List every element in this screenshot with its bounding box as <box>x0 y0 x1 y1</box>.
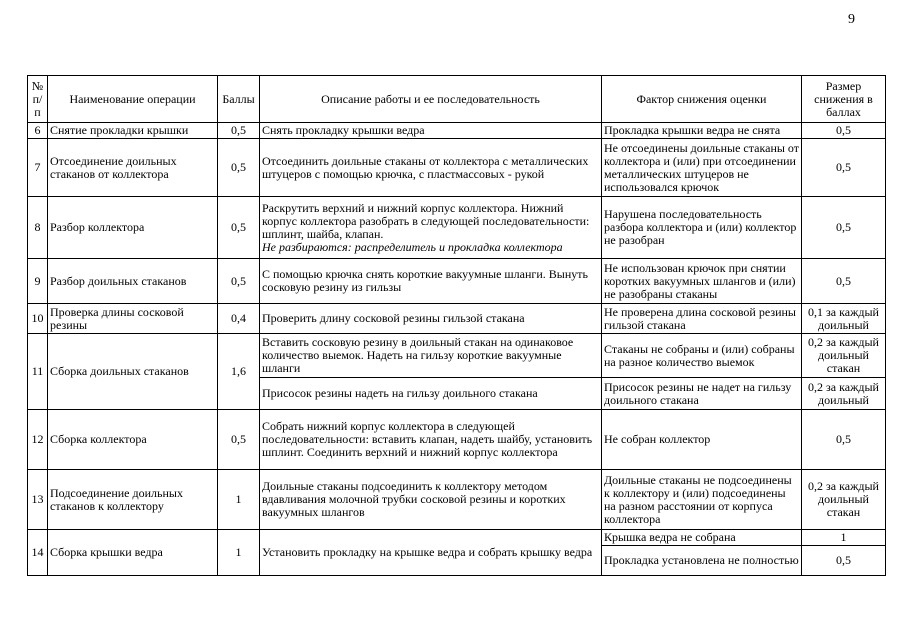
row-num: 7 <box>28 139 48 197</box>
table-row <box>28 139 886 197</box>
row-reduction: 0,5 <box>802 139 886 197</box>
row-reduction: 0,2 за каждый доильный стакан <box>802 470 886 530</box>
table-row <box>28 197 886 259</box>
row-reduction: 0,5 <box>802 259 886 304</box>
table-row <box>28 530 886 546</box>
row-factor: Доильные стаканы не подсоединены к коллектору и (или) подсоединены на разном расстоянии от корпуса коллектора <box>602 470 802 530</box>
description-text: Раскрутить верхний и нижний корпус коллектора. Нижний корпус коллектора разобрать в следующей последовательности: шплинт, шайба, клапан. <box>262 200 590 241</box>
row-description: Доильные стаканы подсоединить к коллектору методом вдавливания молочной трубки сосковой резины и коротких вакуумных шлангов <box>260 470 602 530</box>
row-points: 1 <box>218 470 260 530</box>
header-reduction: Размер снижения в баллах <box>802 76 886 123</box>
row-factor: Крышка ведра не собрана <box>602 530 802 546</box>
row-points: 0,5 <box>218 259 260 304</box>
header-factor: Фактор снижения оценки <box>602 76 802 123</box>
row-operation: Разбор коллектора <box>48 197 218 259</box>
row-factor: Стаканы не собраны и (или) собраны на разное количество выемок <box>602 334 802 378</box>
row-points: 0,4 <box>218 304 260 334</box>
row-factor: Не отсоединены доильные стаканы от коллектора и (или) при отсоединении металлических штуцеров не использовался крючок <box>602 139 802 197</box>
table-row <box>28 334 886 378</box>
row-points: 1 <box>218 530 260 576</box>
row-description: Собрать нижний корпус коллектора в следующей последовательности: вставить клапан, надеть шайбу, установить шплинт. Соединить верхний и нижний корпус коллектора <box>260 410 602 470</box>
row-num: 10 <box>28 304 48 334</box>
row-operation: Разбор доильных стаканов <box>48 259 218 304</box>
table-row <box>28 304 886 334</box>
row-num: 11 <box>28 334 48 410</box>
row-num: 6 <box>28 123 48 139</box>
header-operation: Наименование операции <box>48 76 218 123</box>
row-operation: Сборка коллектора <box>48 410 218 470</box>
operations-table <box>27 75 886 576</box>
row-description: Установить прокладку на крышке ведра и собрать крышку ведра <box>260 530 602 576</box>
page-number: 9 <box>848 12 855 27</box>
table-header-row <box>28 76 886 123</box>
row-description: Вставить сосковую резину в доильный стакан на одинаковое количество выемок. Надеть на гильзу короткие вакуумные шланги <box>260 334 602 378</box>
row-reduction: 0,5 <box>802 410 886 470</box>
row-num: 14 <box>28 530 48 576</box>
row-description: С помощью крючка снять короткие вакуумные шланги. Вынуть сосковую резину из гильзы <box>260 259 602 304</box>
table-row <box>28 123 886 139</box>
row-factor-b: Прокладка установлена не полностью <box>602 546 802 576</box>
header-num: № п/п <box>28 76 48 123</box>
row-factor: Нарушена последовательность разбора коллектора и (или) коллектор не разобран <box>602 197 802 259</box>
row-description <box>260 197 602 259</box>
row-num: 13 <box>28 470 48 530</box>
row-points: 1,6 <box>218 334 260 410</box>
row-operation: Отсоединение доильных стаканов от коллектора <box>48 139 218 197</box>
row-num: 8 <box>28 197 48 259</box>
row-factor: Не проверена длина сосковой резины гильзой стакана <box>602 304 802 334</box>
row-operation: Подсоединение доильных стаканов к коллектору <box>48 470 218 530</box>
table-row <box>28 410 886 470</box>
row-points: 0,5 <box>218 139 260 197</box>
row-description: Проверить длину сосковой резины гильзой стакана <box>260 304 602 334</box>
row-factor: Прокладка крышки ведра не снята <box>602 123 802 139</box>
table-row <box>28 259 886 304</box>
row-points: 0,5 <box>218 123 260 139</box>
row-points: 0,5 <box>218 197 260 259</box>
row-reduction: 0,2 за каждый доильный стакан <box>802 334 886 378</box>
row-num: 9 <box>28 259 48 304</box>
table-row <box>28 470 886 530</box>
row-reduction-b: 0,2 за каждый доильный <box>802 378 886 410</box>
row-operation: Проверка длины сосковой резины <box>48 304 218 334</box>
row-reduction: 0,1 за каждый доильный <box>802 304 886 334</box>
row-reduction: 0,5 <box>802 123 886 139</box>
row-operation: Снятие прокладки крышки <box>48 123 218 139</box>
row-reduction: 0,5 <box>802 197 886 259</box>
row-factor: Не собран коллектор <box>602 410 802 470</box>
description-note: Не разбираются: распределитель и прокладка коллектора <box>262 239 563 254</box>
row-description-b: Присосок резины надеть на гильзу доильного стакана <box>260 378 602 410</box>
row-operation: Сборка крышки ведра <box>48 530 218 576</box>
header-points: Баллы <box>218 76 260 123</box>
row-description: Отсоединить доильные стаканы от коллектора с металлических штуцеров с помощью крючка, с пластмассовых - рукой <box>260 139 602 197</box>
row-num: 12 <box>28 410 48 470</box>
row-factor: Не использован крючок при снятии коротких вакуумных шлангов и (или) не разобраны стаканы <box>602 259 802 304</box>
header-description: Описание работы и ее последовательность <box>260 76 602 123</box>
row-reduction-b: 0,5 <box>802 546 886 576</box>
row-factor-b: Присосок резины не надет на гильзу доильного стакана <box>602 378 802 410</box>
row-points: 0,5 <box>218 410 260 470</box>
row-description: Снять прокладку крышки ведра <box>260 123 602 139</box>
row-operation: Сборка доильных стаканов <box>48 334 218 410</box>
row-reduction: 1 <box>802 530 886 546</box>
